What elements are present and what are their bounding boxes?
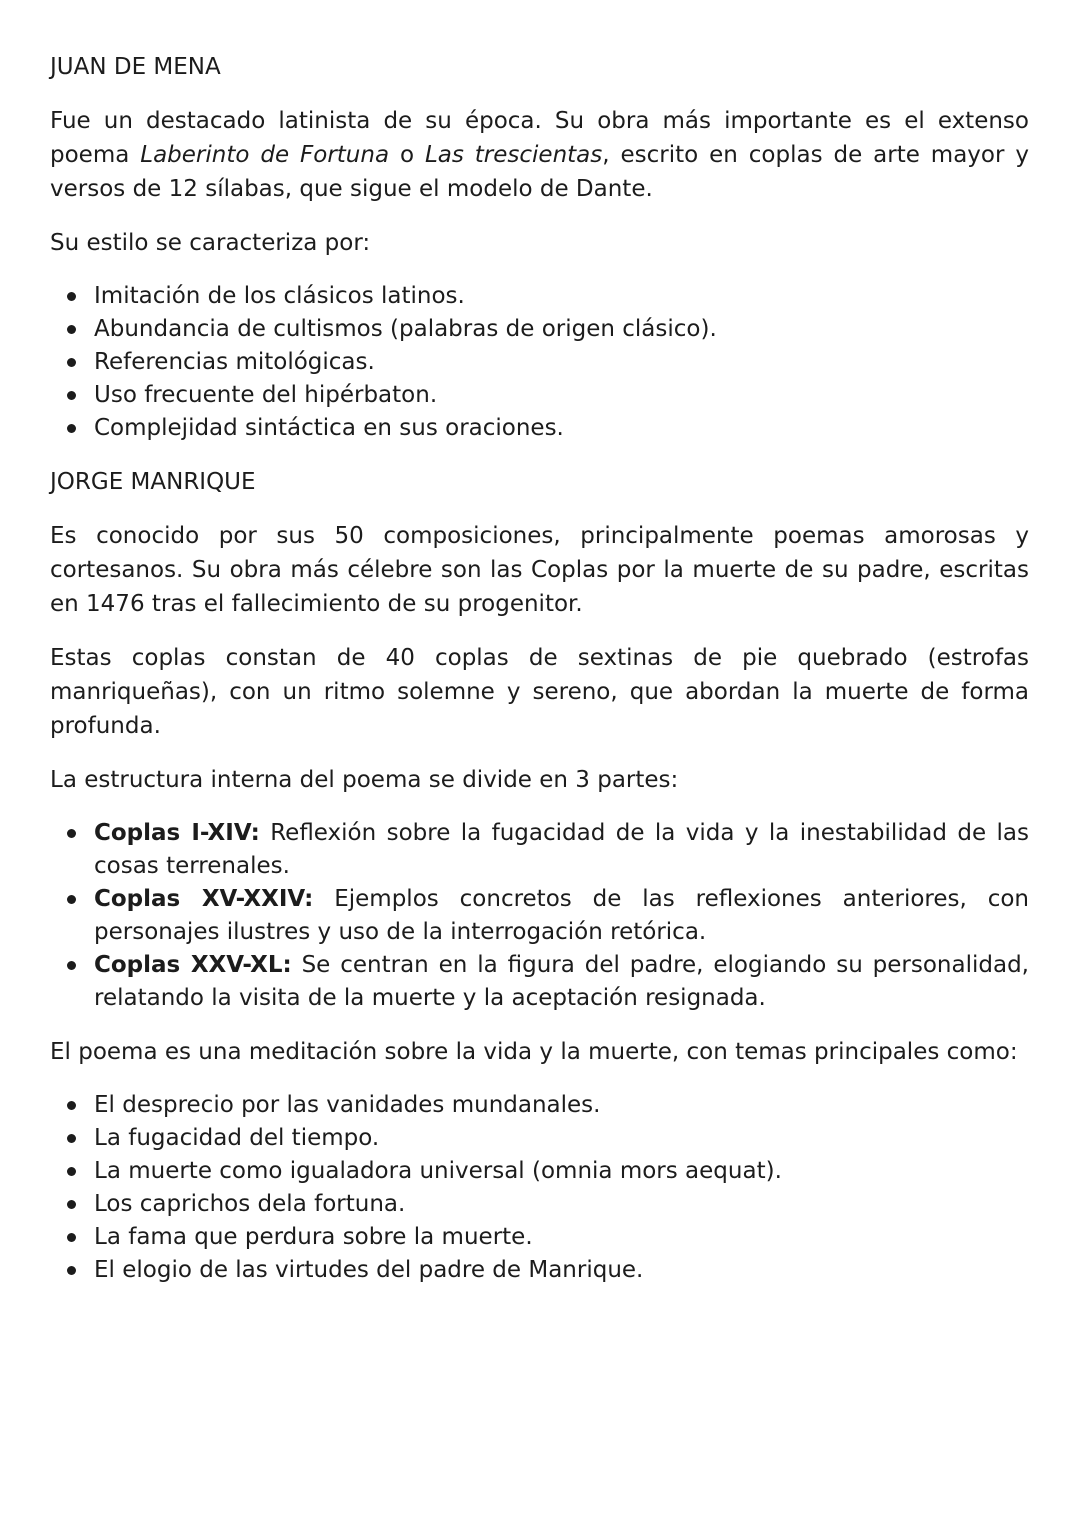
document-page xyxy=(50,50,1029,1307)
list-item: El elogio de las virtudes del padre de Manrique. xyxy=(50,1254,1029,1287)
list-item xyxy=(50,949,1029,1015)
work-title-laberinto: Laberinto de Fortuna xyxy=(140,142,390,168)
bullet-icon xyxy=(67,1266,76,1275)
themes-intro: El poema es una meditación sobre la vida y la muerte, con temas principales como: xyxy=(50,1039,1018,1065)
part-label: Coplas XXV-XL: xyxy=(94,952,292,978)
list-item: Los caprichos dela fortuna. xyxy=(50,1188,1029,1221)
list-item: La fama que perdura sobre la muerte. xyxy=(50,1221,1029,1254)
bullet-icon xyxy=(67,292,76,301)
section-heading-manrique: JORGE MANRIQUE xyxy=(50,469,256,495)
list-item: La fugacidad del tiempo. xyxy=(50,1122,1029,1155)
list-item xyxy=(50,817,1029,883)
bullet-icon xyxy=(67,895,76,904)
mena-intro-text-3: , escrito en coplas de arte mayor y versos de 12 sílabas, que sigue el modelo de Dante. xyxy=(50,142,1029,202)
structure-intro: La estructura interna del poema se divide en 3 partes: xyxy=(50,767,679,793)
bullet-icon xyxy=(67,358,76,367)
bullet-icon xyxy=(67,829,76,838)
list-item: Abundancia de cultismos (palabras de origen clásico). xyxy=(50,313,1029,346)
mena-style-intro: Su estilo se caracteriza por: xyxy=(50,230,371,256)
mena-style-list xyxy=(50,280,1029,445)
part-text: Ejemplos concretos de las reflexiones anteriores, con personajes ilustres y uso de la interrogación retórica. xyxy=(94,886,1029,945)
list-item: La muerte como igualadora universal (omnia mors aequat). xyxy=(50,1155,1029,1188)
bullet-icon xyxy=(67,391,76,400)
bullet-icon xyxy=(67,325,76,334)
bullet-icon xyxy=(67,1134,76,1143)
part-label: Coplas XV-XXIV: xyxy=(94,886,314,912)
mena-intro-text-1: Fue un destacado latinista de su época. Su obra más importante es el extenso poema xyxy=(50,108,1029,168)
section-heading-mena: JUAN DE MENA xyxy=(50,54,221,80)
bullet-icon xyxy=(67,1200,76,1209)
list-item: Imitación de los clásicos latinos. xyxy=(50,280,1029,313)
mena-intro-text-2: o xyxy=(389,142,425,168)
bullet-icon xyxy=(67,961,76,970)
manrique-paragraph-1: Es conocido por sus 50 composiciones, principalmente poemas amorosas y cortesanos. Su obra más célebre son las Coplas por la muerte de su padre, escritas en 1476 tras el fallecimiento de su progenitor. xyxy=(50,523,1029,617)
list-item: Referencias mitológicas. xyxy=(50,346,1029,379)
list-item: Uso frecuente del hipérbaton. xyxy=(50,379,1029,412)
work-title-trescientas: Las trescientas xyxy=(424,142,603,168)
list-item: Complejidad sintáctica en sus oraciones. xyxy=(50,412,1029,445)
bullet-icon xyxy=(67,1167,76,1176)
list-item: El desprecio por las vanidades mundanales. xyxy=(50,1089,1029,1122)
part-label: Coplas I-XIV: xyxy=(94,820,260,846)
bullet-icon xyxy=(67,1233,76,1242)
themes-list xyxy=(50,1089,1029,1287)
bullet-icon xyxy=(67,424,76,433)
structure-list xyxy=(50,817,1029,1015)
part-text: Reflexión sobre la fugacidad de la vida y la inestabilidad de las cosas terrenales. xyxy=(94,820,1030,879)
list-item xyxy=(50,883,1029,949)
manrique-paragraph-2: Estas coplas constan de 40 coplas de sextinas de pie quebrado (estrofas manriqueñas), con un ritmo solemne y sereno, que abordan la muerte de forma profunda. xyxy=(50,645,1029,739)
part-text: Se centran en la figura del padre, elogiando su personalidad, relatando la visita de la muerte y la aceptación resignada. xyxy=(94,952,1029,1011)
bullet-icon xyxy=(67,1101,76,1110)
mena-intro-paragraph xyxy=(50,104,1029,206)
